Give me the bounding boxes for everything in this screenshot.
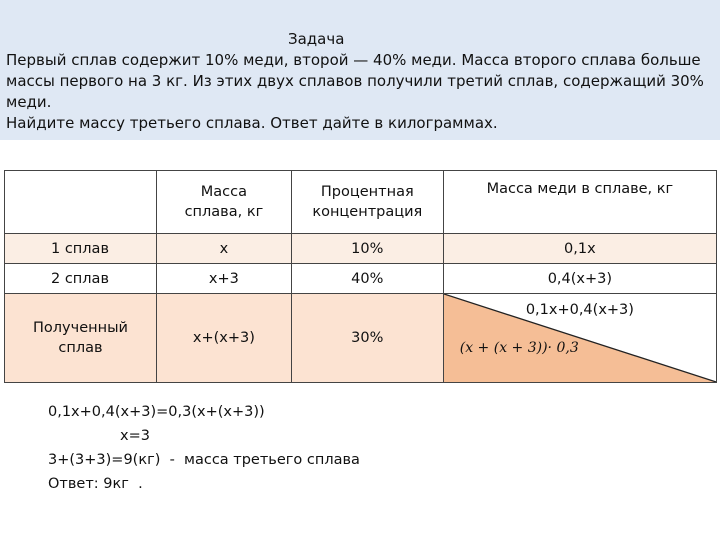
alloy-table xyxy=(4,170,717,383)
row-name: 1 сплав xyxy=(5,234,157,264)
header-concentration: Процентная концентрация xyxy=(291,171,443,234)
solution-block xyxy=(48,400,360,496)
table-header-row xyxy=(5,171,717,234)
row-copper: 0,4(x+3) xyxy=(443,264,716,294)
row-mass: x+3 xyxy=(156,264,291,294)
result-row xyxy=(5,294,717,383)
row-name: 2 сплав xyxy=(5,264,157,294)
solution-mass: 3+(3+3)=9(кг) - масса третьего сплава xyxy=(48,452,360,468)
result-mass: x+(x+3) xyxy=(156,294,291,383)
header-empty-cell xyxy=(5,171,157,234)
header-copper: Масса меди в сплаве, кг xyxy=(443,171,716,234)
copper-product-formula: (x + (x + 3))· 0,3 xyxy=(459,340,579,356)
result-copper-cell xyxy=(443,294,716,383)
result-name: Полученный сплав xyxy=(5,294,157,383)
solution-answer: Ответ: 9кг . xyxy=(48,476,143,492)
header-mass: Масса сплава, кг xyxy=(156,171,291,234)
task-line: Первый сплав содержит 10% меди, второй — 40% меди. Масса второго сплава больше xyxy=(6,51,701,69)
table-row xyxy=(5,264,717,294)
task-line: Найдите массу третьего сплава. Ответ дайте в килограммах. xyxy=(6,114,498,132)
row-concentration: 10% xyxy=(291,234,443,264)
task-statement xyxy=(6,50,718,134)
copper-sum: 0,1x+0,4(x+3) xyxy=(525,302,634,318)
row-concentration: 40% xyxy=(291,264,443,294)
row-copper: 0,1x xyxy=(443,234,716,264)
solution-root: x=3 xyxy=(120,428,150,444)
task-title: Задача xyxy=(288,30,345,48)
solution-equation: 0,1x+0,4(x+3)=0,3(x+(x+3)) xyxy=(48,404,265,420)
result-concentration: 30% xyxy=(291,294,443,383)
task-banner xyxy=(0,0,720,140)
row-mass: x xyxy=(156,234,291,264)
table-row xyxy=(5,234,717,264)
task-line: массы первого на 3 кг. Из этих двух сплавов получили третий сплав, содержащий 30% меди. xyxy=(6,72,704,111)
